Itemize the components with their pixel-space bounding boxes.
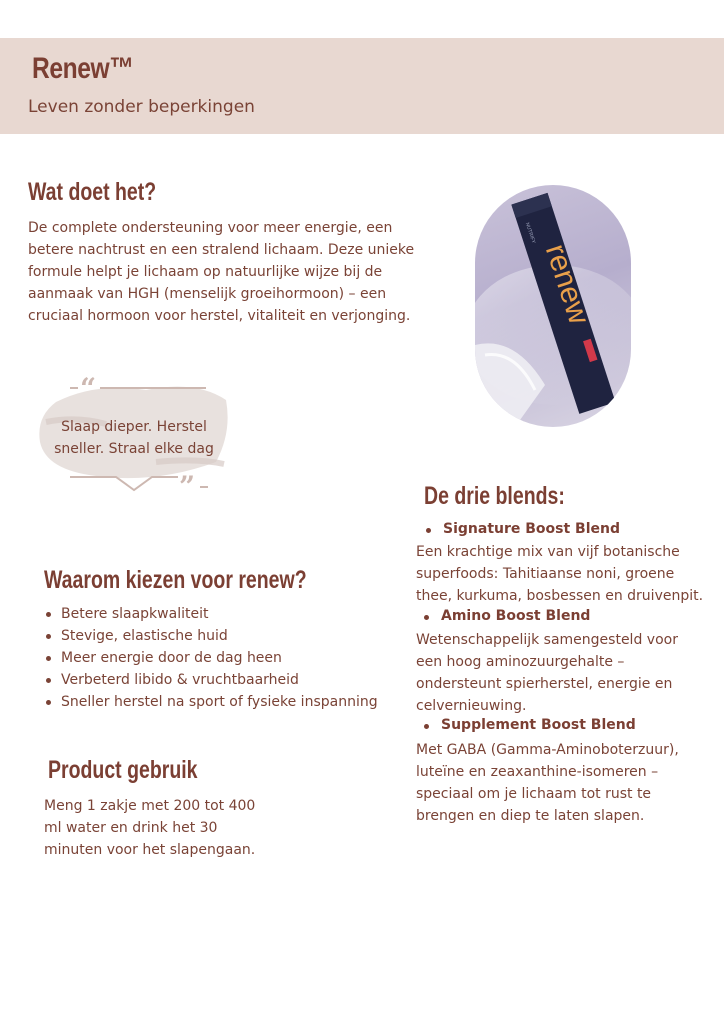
why-list <box>44 603 378 713</box>
sachet-small-label: NUTRIFY <box>523 221 537 245</box>
blends-heading: De drie blends: <box>424 482 565 510</box>
quote-open-icon: “ <box>80 372 97 405</box>
list-item: Verbeterd libido & vruchtbaarheid <box>44 669 378 691</box>
quote-line-bottom <box>70 477 178 490</box>
bullet-icon <box>46 612 51 617</box>
list-item: Meer energie door de dag heen <box>44 647 378 669</box>
blend-name-signature: Signature Boost Blend <box>426 521 620 537</box>
usage-text: Meng 1 zakje met 200 tot 400 ml water en drink het 30 minuten voor het slapengaan. <box>44 798 256 858</box>
page-title: Renew™ <box>32 52 134 85</box>
why-heading: Waarom kiezen voor renew? <box>44 566 307 594</box>
bullet-icon <box>46 700 51 705</box>
blend-name-amino: Amino Boost Blend <box>424 608 590 624</box>
sachet-brand-text: renew <box>538 240 596 329</box>
blend-name-supplement: Supplement Boost Blend <box>424 717 636 733</box>
blend-description-amino: Wetenschappelijk samengesteld voor een hoog aminozuurgehalte – ondersteunt spierherstel, energie en celvernieuwing. <box>416 632 678 714</box>
quote-close-icon: ” <box>179 470 196 492</box>
product-illustration <box>475 185 631 427</box>
quote-line-2: sneller. Straal elke dag <box>54 441 214 457</box>
bullet-icon <box>46 678 51 683</box>
quote-line-1: Slaap dieper. Herstel <box>61 419 207 435</box>
bullet-icon <box>424 615 429 620</box>
list-item: Sneller herstel na sport of fysieke inspanning <box>44 691 378 713</box>
intro-text: De complete ondersteuning voor meer energie, een betere nachtrust en een stralend lichaam. Deze unieke formule helpt je lichaam op natuurlijke wijze bij de aanmaak van HGH (menselijk groeihormoon) – een cruciaal hormoon voor herstel, vitaliteit en verjonging. <box>28 220 415 324</box>
list-item: Betere slaapkwaliteit <box>44 603 378 625</box>
product-image <box>475 185 631 427</box>
bullet-icon <box>46 656 51 661</box>
bullet-icon <box>424 724 429 729</box>
blend-description-signature: Een krachtige mix van vijf botanische superfoods: Tahitiaanse noni, groene thee, kurkuma, bosbessen en druivenpit. <box>416 544 704 604</box>
list-item: Stevige, elastische huid <box>44 625 378 647</box>
usage-heading: Product gebruik <box>48 756 198 784</box>
page-subtitle: Leven zonder beperkingen <box>28 97 255 117</box>
bullet-icon <box>46 634 51 639</box>
bullet-icon <box>426 528 431 533</box>
quote-text <box>54 416 214 460</box>
intro-heading: Wat doet het? <box>28 178 157 206</box>
blend-description-supplement: Met GABA (Gamma-Aminoboterzuur), luteïne en zeaxanthine-isomeren – speciaal om je lichaam tot rust te brengen en diep te laten slapen. <box>416 742 679 824</box>
